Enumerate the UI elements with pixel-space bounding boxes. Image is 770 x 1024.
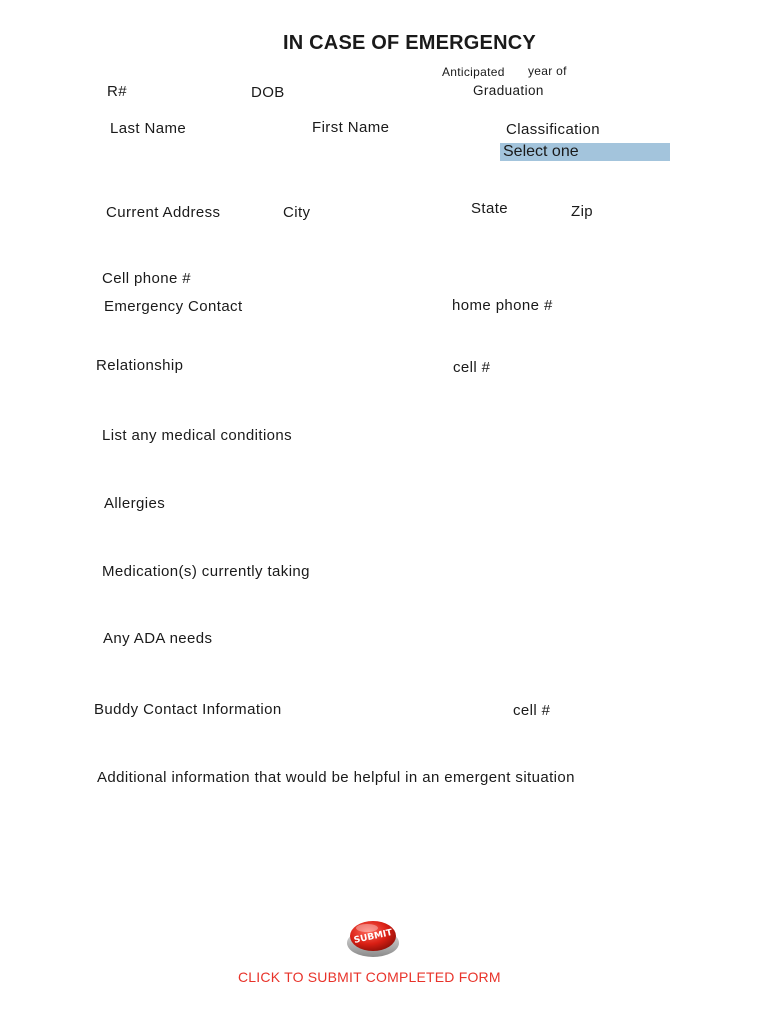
year-of-label: year of [528, 64, 567, 78]
dob-label: DOB [251, 84, 285, 101]
submit-button-text: SUBMIT [353, 928, 394, 946]
relationship-label: Relationship [96, 357, 184, 374]
submit-button-icon [345, 912, 401, 960]
current-address-label: Current Address [106, 204, 221, 221]
last-name-label: Last Name [110, 120, 187, 137]
anticipated-label: Anticipated [442, 65, 505, 79]
graduation-label: Graduation [473, 83, 544, 98]
additional-info-label: Additional information that would be helpful in an emergent situation [97, 769, 575, 786]
medications-label: Medication(s) currently taking [102, 563, 310, 580]
emergency-contact-label: Emergency Contact [104, 298, 243, 315]
home-phone-label: home phone # [452, 297, 553, 314]
state-label: State [471, 200, 509, 217]
allergies-label: Allergies [104, 495, 166, 512]
emergency-cell-label: cell # [453, 359, 491, 376]
buddy-cell-label: cell # [513, 702, 551, 719]
submit-button[interactable] [345, 912, 401, 960]
r-number-label: R# [107, 83, 127, 100]
classification-select[interactable]: Select one [500, 143, 670, 161]
city-label: City [283, 204, 311, 221]
medical-conditions-label: List any medical conditions [102, 427, 293, 444]
form-title: IN CASE OF EMERGENCY [283, 32, 536, 54]
classification-label: Classification [506, 121, 600, 138]
buddy-contact-label: Buddy Contact Information [94, 701, 282, 718]
first-name-label: First Name [312, 119, 390, 136]
zip-label: Zip [571, 203, 594, 220]
ada-needs-label: Any ADA needs [103, 630, 213, 647]
submit-caption[interactable]: CLICK TO SUBMIT COMPLETED FORM [238, 969, 501, 985]
cell-phone-label: Cell phone # [102, 270, 192, 287]
